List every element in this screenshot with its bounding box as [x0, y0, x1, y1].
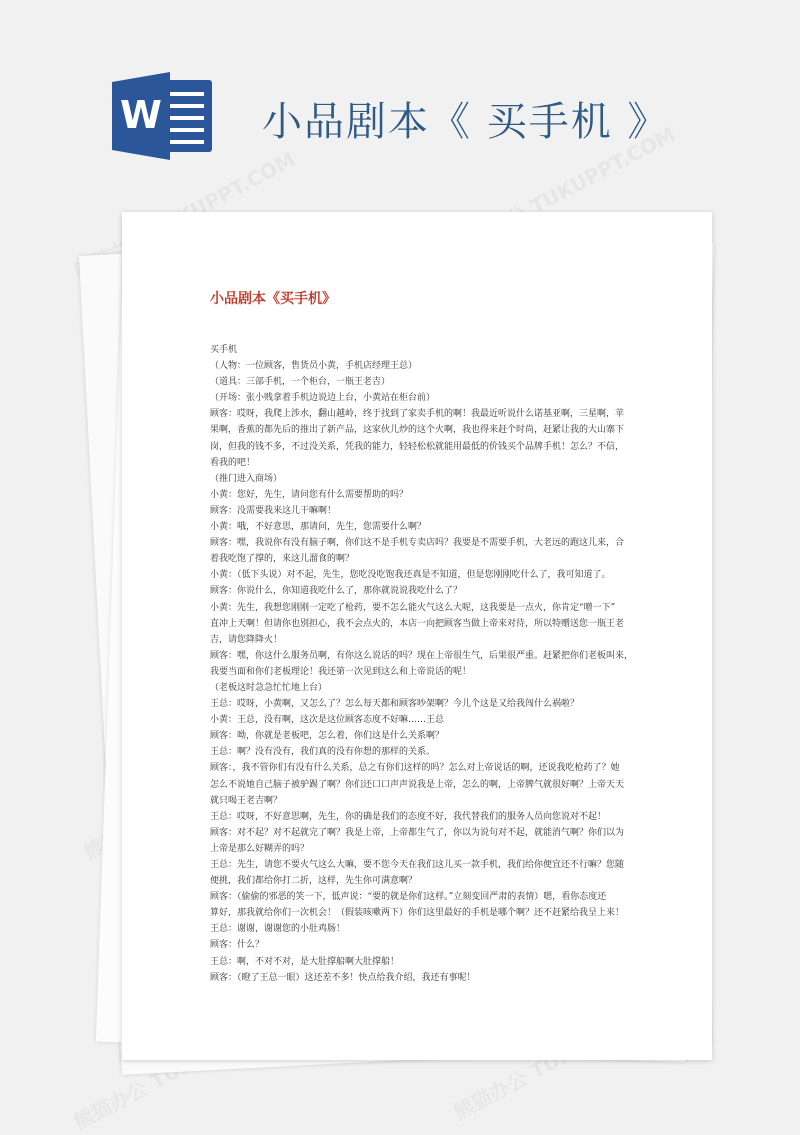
document-line: 顾客：（偷偷的邪恶的笑一下，低声说：“要的就是你们这样。”立刻变回严肃的表情）嗯，看你态度还 [210, 892, 607, 903]
document-line: 顾客：你说什么，你知道我吃什么了，那你就说说我吃什么了？ [210, 586, 463, 597]
header-banner [0, 0, 800, 200]
document-page [122, 212, 712, 1060]
document-line: 我要当面和你们老板理论！我还第一次见到这么和上帝说话的呢！ [210, 666, 472, 677]
document-line: 王总：先生，请您不要火气这么大嘛，要不您今天在我们这儿买一款手机，我们给你便宜还不行嘛？您随 [210, 860, 625, 870]
document-line: 顾客：呦，你就是老板吧，怎么着，你们这是什么关系啊？ [210, 731, 445, 742]
document-line: 吉，请您降降火！ [210, 634, 283, 645]
document-line: 着我吃饱了撑的，来这儿溜食的啊？ [210, 554, 355, 565]
document-line: 小黄：王总，没有啊，这次是这位顾客态度不好嘛……王总 [210, 715, 445, 726]
page-title: 小品剧本《 买手机 》 [262, 99, 670, 145]
word-icon-letter: W [120, 93, 162, 137]
document-title: 小品剧本《买手机》 [210, 291, 336, 307]
document-line: 就只喝王老吉啊？ [210, 795, 283, 806]
document-line: 顾客：哎呀，我爬上涉水，翻山越岭，终于找到了家卖手机的啊！我最近听说什么诺基亚啊，三星啊，苹 [210, 409, 625, 420]
document-line: 王总：哎呀，小黄啊，又怎么了？怎么每天都和顾客吵架啊？今儿个这是又给我闯什么祸啦？ [210, 699, 580, 710]
document-line: 王总：谢谢，谢谢您的小肚鸡肠！ [210, 924, 346, 935]
document-line: 顾客：（瞪了王总一眼）这还差不多！快点给我介绍，我还有事呢！ [210, 972, 476, 983]
document-line: 顾客：，我不管你们有没有什么关系，总之有你们这样的吗？怎么对上帝说话的啊，还说我吃枪药了？她 [210, 763, 620, 774]
document-line: （老板这时急急忙忙地上台） [210, 682, 328, 693]
document-line: 顾客：对不起？对不起就完了啊？我是上帝，上帝都生气了，你以为说句对不起，就能消气啊？你们以为 [210, 827, 625, 838]
document-line: 小黄：哦，不好意思，那请问，先生，您需要什么啊？ [210, 522, 427, 533]
document-line: （推门进入商场） [210, 473, 283, 484]
document-line: 怎么不说她自己脑子被驴踢了啊？你们还口口声声说我是上帝，怎么的啊，上帝脾气就很好啊？上帝天天 [210, 779, 625, 790]
word-document-icon [112, 72, 217, 160]
document-line: 算好，那我就给你们一次机会！（假装咳嗽两下）你们这里最好的手机是哪个啊？还不赶紧给我呈上来！ [210, 908, 625, 919]
document-line: 小黄：先生，我想您刚刚一定吃了枪药，要不怎么能火气这么大呢，这我要是一点火，你肯定“噌一下” [210, 602, 616, 613]
document-line: （人物：一位顾客，售货员小黄，手机店经理王总） [210, 361, 418, 372]
document-line: 直冲上天啊！但请你也别担心，我不会点火的，本店一向把顾客当做上帝来对待，所以特赠送您一瓶王老 [210, 618, 625, 629]
document-line: 顾客：嘿，我说你有没有脑子啊，你们这不是手机专卖店吗？我要是不需要手机，大老远的跑这儿来，合 [210, 538, 625, 549]
document-line: 上帝是那么好糊弄的吗？ [210, 843, 310, 854]
document-line: 顾客：没需要我来这儿干嘛啊！ [210, 505, 337, 516]
document-line: 岗，但我的钱不多，不过没关系，凭我的能力，轻轻松松就能用最低的价钱买个品牌手机！怎么？不信， [210, 441, 625, 452]
document-line: （道具：三部手机，一个柜台，一瓶王老吉） [210, 377, 391, 388]
document-body [210, 342, 636, 986]
document-line: 果啊，香蕉的都先后的推出了新产品，这家伙儿炒的这个火啊，我也得来赶个时尚，赶紧让我的大山寨下 [210, 425, 625, 436]
document-line: 小黄：（低下头说）对不起，先生，您吃没吃饱我还真是不知道，但是您刚刚吃什么了，我可知道了。 [210, 570, 611, 581]
document-line: 买手机 [210, 345, 238, 355]
document-line: 小黄：您好，先生，请问您有什么需要帮助的吗？ [210, 489, 409, 500]
document-line: 便挑，我们都给你打二折，这样，先生你可满意啊？ [210, 876, 418, 887]
document-line: （开场：张小贱拿着手机边说边上台，小黄站在柜台前） [210, 393, 436, 404]
document-line: 看我的吧！ [210, 457, 256, 468]
document-line: 王总：啊，不对不对，是大肚撑船啊大肚撑船！ [210, 956, 400, 967]
document-line: 顾客：嘿，你这什么服务员啊，有你这么说话的吗？现在上帝很生气，后果很严重。赶紧把你们老板叫来， [210, 650, 634, 661]
document-line: 王总：啊？没有没有，我们真的没有你想的那样的关系。 [210, 747, 436, 758]
document-line: 顾客：什么？ [210, 940, 265, 951]
document-line: 王总：哎呀，不好意思啊，先生，你的确是我们的态度不好，我代替我们的服务人员向您说对不起！ [210, 811, 607, 822]
